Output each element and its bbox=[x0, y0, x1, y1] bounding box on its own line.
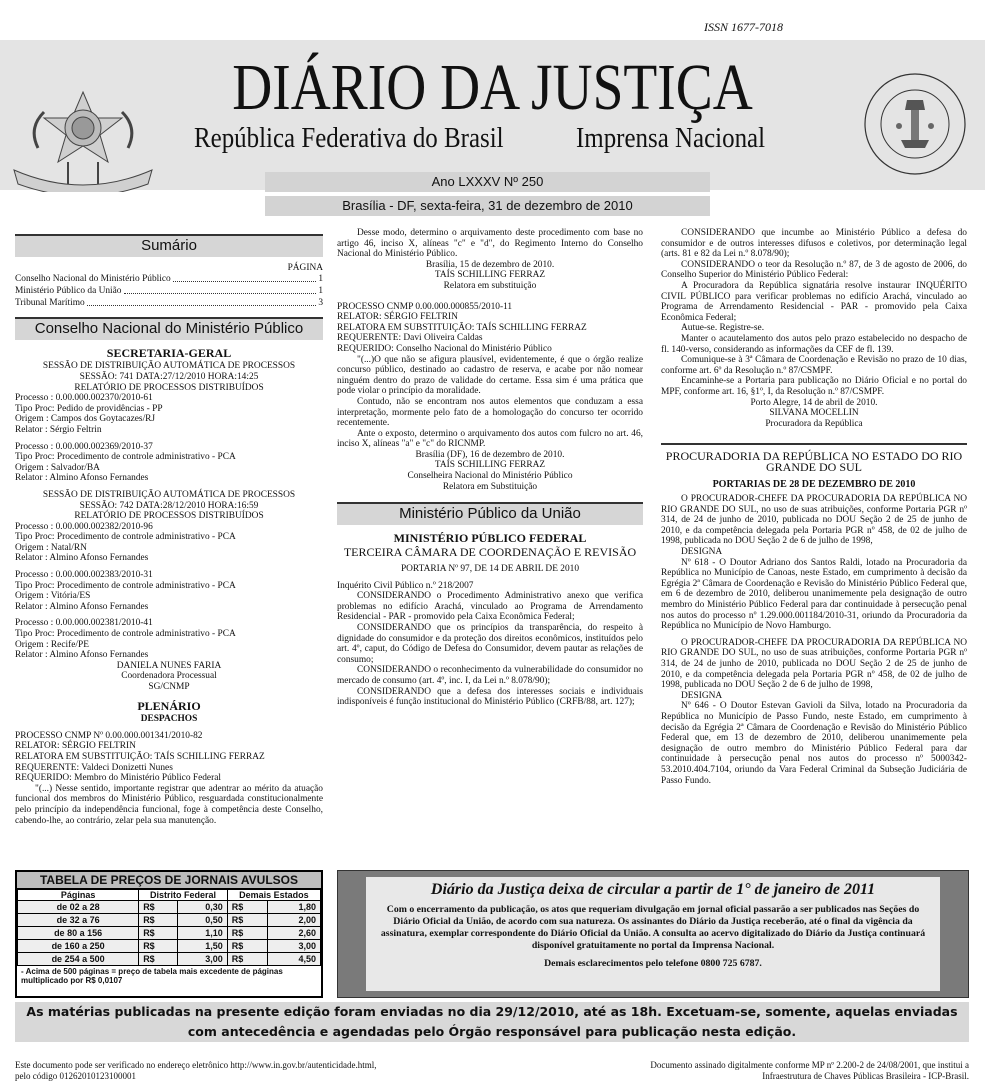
table-row: de 02 a 28 R$ 0,30 R$ 1,80 bbox=[18, 901, 321, 914]
submission-notice-bar: As matérias publicadas na presente edição foram enviadas no dia 29/12/2010, até as 18h. Excetuam-se, somente, aquelas enviadas com antecedência e agendadas pelo Órgão responsável para publicação nesta edição. bbox=[15, 1002, 969, 1042]
section-mpu-heading: Ministério Público da União bbox=[337, 502, 643, 525]
notice-phone: Demais esclarecimentos pelo telefone 0800 725 6787. bbox=[544, 958, 762, 969]
price-table bbox=[15, 870, 323, 998]
column-2: Desse modo, determino o arquivamento deste procedimento com base no artigo 46, inciso X, alíneas "c" e "d", do Regimento Interno do Conselho Nacional do Ministério Público. Brasília, 15 de dezembro de 2010. TAÍS SCHILLING FERRAZ Relatora em substituição PROCESSO CNMP 0.00.000.000855/2010-11 RELATOR: SÉRGIO FELTRIN RELATORA EM SUBSTITUIÇÃO: TAÍS SCHILLING FERRAZ REQUERENTE: Davi Oliveira Caldas REQUERIDO: Conselho Nacional do Ministério Público "(...)O que não se afigura plausível, evidentemente, é que o órgão realize concurso público, destinado ao cadastro de reserva, e acabe por não nomear ninguém dentro do prazo de validade do certame. Essa sim é uma prática que pode violar o princípio da moralidade. Contudo, não se encontram nos autos elementos que conduzam a essa interpretação, mormente pelo fato de a homologação do concurso ter ocorrido recentemente. Ante o exposto, determino o arquivamento dos autos com fulcro no art. 46, inciso X, alíneas "a" e "c" do RICNMP. Brasília (DF), 16 de dezembro de 2010. TAÍS SCHILLING FERRAZ Conselheira Nacional do Ministério Público Relatora em Substituição Ministério Público da União MINISTÉRIO PÚBLICO FEDERAL TERCEIRA CÂMARA DE COORDENAÇÃO E REVISÃO PORTARIA Nº 97, DE 14 DE ABRIL DE 2010 Inquérito Civil Público n.º 218/2007 CONSIDERANDO o Procedimento Administrativo anexo que verifica problemas no edifício Arachá, vinculado ao Programa de Arrendamento Residencial - PAR - promovido pela Caixa Econômica Federal; CONSIDERANDO que os princípios da transparência, do respeito à dignidade do consumidor e da proteção dos direitos econômicos, instituídos pelo art. 4º, caput, do Código de Defesa do Consumidor, devem pautar as relações de consumo; CONSIDERANDO o reconhecimento da vulnerabilidade do consumidor no mercado de consumo (art. 4º, inc. I, da Lei n.º 8.078/90); CONSIDERANDO que a defesa dos interesses sociais e individuais indisponíveis é função institucional do Ministério Público (CRFB/88, art. 127); bbox=[337, 228, 643, 708]
despachos-heading: DESPACHOS bbox=[140, 714, 198, 725]
table-row: de 32 a 76 R$ 0,50 R$ 2,00 bbox=[18, 914, 321, 927]
section-prrs-heading: PROCURADORIA DA REPÚBLICA NO ESTADO DO RIO GRANDE DO SUL bbox=[661, 443, 967, 472]
circulation-notice bbox=[337, 870, 969, 998]
issue-number: Ano LXXXV Nº 250 bbox=[265, 172, 710, 192]
column-3: CONSIDERANDO que incumbe ao Ministério Público a defesa do consumidor e de outros interesses difusos e coletivos, por determinação legal (arts. 81 e 82 da Lei n.º 8.078/90); CONSIDERANDO o teor da Resolução n.º 87, de 3 de agosto de 2006, do Conselho Superior do Ministério Público Federal: A Procuradora da República signatária resolve instaurar INQUÉRITO CIVIL PÚBLICO para verificar problemas no edifício Arachá, vinculado ao Programa de Arrendamento Residencial - PAR - promovido pela Caixa Econômica Federal; Autue-se. Registre-se. Manter o acautelamento dos autos pelo prazo estabelecido no despacho de fl. 140-verso, considerando as informações da CEF de fl. 139. Comunique-se à 3ª Câmara de Coordenação e Revisão no prazo de 10 dias, conforme art. 6º da Resolução n.º 87/CSMPF. Encaminhe-se a Portaria para publicação no Diário Oficial e no portal do MPF, conforme art. 16, §1º, I, da Resolução n.º 87/CSMPF. Porto Alegre, 14 de abril de 2010. SILVANA MOCELLIN Procuradora da República PROCURADORIA DA REPÚBLICA NO ESTADO DO RIO GRANDE DO SUL PORTARIAS DE 28 DE DEZEMBRO DE 2010 O PROCURADOR-CHEFE DA PROCURADORIA DA REPÚBLICA NO RIO GRANDE DO SUL, no uso de suas atribuições, conforme Portaria PGR nº 314, de 24 de junho de 2010, publicada no DOU Seção 2 de 25 de junho de 2010, e da competência delegada pela Portaria PGR nº 458, de 02 de julho de 1998, publicada no DOU Seção 2 de 6 de julho de 1998, DESIGNA Nº 618 - O Doutor Adriano dos Santos Raldi, lotado na Procuradoria da República no Município de Canoas, neste Estado, em cumprimento à decisão da Egrégia 2ª Câmara de Coordenação e Revisão do Ministério Público Federal que, em 6 de dezembro de 2010, deliberou unanimemente pela designação de outro membro do Ministério Público Federal para dar continuidade à persecução penal nos autos do processo nº 1.29.000.001184/2010-31, oriundo da Procuradoria da República no Município de Novo Hamburgo. O PROCURADOR-CHEFE DA PROCURADORIA DA REPÚBLICA NO RIO GRANDE DO SUL, no uso de suas atribuições, conforme Portaria PGR nº 314, de 24 de junho de 2010, publicada no DOU Seção 2 de 25 de junho de 2010, e da competência delegada pela Portaria PGR nº 458, de 02 de julho de 1998, publicada no DOU Seção 2 de 6 de julho de 1998, DESIGNA Nº 646 - O Doutor Estevan Gavioli da Silva, lotado na Procuradoria da República no Município de Passo Fundo, neste Estado, em cumprimento à decisão da Egrégia 2ª Câmara de Coordenação e Revisão do Ministério Público Federal que, em 13 de dezembro de 2010, deliberou unanimemente pela designação de outro membro do Ministério Público Federal para dar continuidade à persecução penal nos autos do processo nº 5000342-53.2010.404.7104, oriundo da Vara Federal Criminal da Subseção Judiciária de Passo Fundo. bbox=[661, 228, 967, 786]
sumario-page-label: PÁGINA bbox=[287, 262, 323, 273]
price-note: - Acima de 500 páginas = preço de tabela mais excedente de páginas multiplicado por R$ 0,0107 bbox=[21, 967, 283, 985]
sumario-heading: Sumário bbox=[15, 234, 323, 257]
masthead-subtitle-imprensa: Imprensa Nacional bbox=[576, 122, 766, 154]
masthead-subtitle-republic: República Federativa do Brasil bbox=[194, 122, 504, 154]
portarias-heading: PORTARIAS DE 28 DE DEZEMBRO DE 2010 bbox=[712, 479, 916, 491]
mpf-heading: MINISTÉRIO PÚBLICO FEDERAL bbox=[393, 530, 587, 545]
digital-signature-note: Documento assinado digitalmente conforme MP nº 2.200-2 de 24/08/2001, que institui a Infraestrutura de Chaves Públicas Brasileira - ICP-Brasil. bbox=[650, 1060, 969, 1081]
price-table-title: TABELA DE PREÇOS DE JORNAIS AVULSOS bbox=[17, 872, 321, 889]
notice-body: Com o encerramento da publicação, os atos que requeriam divulgação em jornal oficial passarão a ser publicados nas Seções do Diário Oficial da União, de acordo com sua natureza. Os assinantes do Diário da Justiça receberão, até o final da vigência da assinatura, exemplar correspondente do Diário Oficial da União. A consulta ao acervo digitalizado do Diário da Justiça continuará disponível gratuitamente no portal da Imprensa Nacional. bbox=[380, 904, 926, 951]
sumario-item[interactable]: Conselho Nacional do Ministério Público 1 bbox=[15, 274, 323, 285]
plenario-heading: PLENÁRIO bbox=[137, 698, 201, 713]
camara-heading: TERCEIRA CÂMARA DE COORDENAÇÃO E REVISÃO bbox=[343, 545, 637, 560]
table-row: de 80 a 156 R$ 1,10 R$ 2,60 bbox=[18, 927, 321, 940]
issue-date: Brasília - DF, sexta-feira, 31 de dezembro de 2010 bbox=[265, 196, 710, 216]
section-cnmp-heading: Conselho Nacional do Ministério Público bbox=[15, 317, 323, 340]
table-row: de 254 a 500 R$ 3,00 R$ 4,50 bbox=[18, 953, 321, 966]
table-row: de 160 a 250 R$ 1,50 R$ 3,00 bbox=[18, 940, 321, 953]
sumario-item[interactable]: Tribunal Marítimo 3 bbox=[15, 298, 323, 309]
secretaria-heading: SECRETARIA-GERAL bbox=[106, 345, 232, 360]
sumario-item[interactable]: Ministério Público da União 1 bbox=[15, 286, 323, 297]
price-grid: Páginas Distrito Federal Demais Estados de 02 a 28 R$ 0,30 R$ 1,80 de 32 a 76 R$ 0,50 R$ 2,00 de 80 a 156 R$ 1,10 R$ 2,60 de 160 a 250 R$ 1,50 R$ 3,00 de 254 a 500 R$ 3,00 R$ 4,50 bbox=[17, 889, 321, 966]
verification-note: Este documento pode ser verificado no endereço eletrônico http://www.in.gov.br/autenticidade.html, pelo código 01262010123100001 bbox=[15, 1060, 377, 1081]
masthead-title: DIÁRIO DA JUSTIÇA bbox=[232, 51, 753, 124]
column-1: Sumário PÁGINA Conselho Nacional do Ministério Público 1 Ministério Público da União 1 Tribunal Marítimo 3 Conselho Nacional do Ministério Público SECRETARIA-GERAL SESSÃO DE DISTRIBUIÇÃO AUTOMÁTICA DE PROCESSOS SESSÃO: 741 DATA:27/12/2010 HORA:14:25 RELATÓRIO DE PROCESSOS DISTRIBUÍDOS Processo : 0.00.000.002370/2010-61 Tipo Proc: Pedido de providências - PP Origem : Campos dos Goytacazes/RJ Relator : Sérgio Feltrin Processo : 0.00.000.002369/2010-37 Tipo Proc: Procedimento de controle administrativo - PCA Origem : Salvador/BA Relator : Almino Afonso Fernandes SESSÃO DE DISTRIBUIÇÃO AUTOMÁTICA DE PROCESSOS SESSÃO: 742 DATA:28/12/2010 HORA:16:59 RELATÓRIO DE PROCESSOS DISTRIBUÍDOS Processo : 0.00.000.002382/2010-96 Tipo Proc: Procedimento de controle administrativo - PCA Origem : Natal/RN Relator : Almino Afonso Fernandes Processo : 0.00.000.002383/2010-31 Tipo Proc: Procedimento de controle administrativo - PCA Origem : Vitória/ES Relator : Almino Afonso Fernandes Processo : 0.00.000.002381/2010-41 Tipo Proc: Procedimento de controle administrativo - PCA Origem : Recife/PE Relator : Almino Afonso Fernandes DANIELA NUNES FARIA Coordenadora Processual SG/CNMP PLENÁRIO DESPACHOS PROCESSO CNMP Nº 0.00.000.001341/2010-82 RELATOR: SÉRGIO FELTRIN RELATORA EM SUBSTITUIÇÃO: TAÍS SCHILLING FERRAZ REQUERENTE: Valdeci Donizetti Nunes REQUERIDO: Membro do Ministério Público Federal "(...) Nesse sentido, importante registrar que adentrar ao mérito da atuação funcional dos membros do Ministério Público, resguardada constitucionalmente pelo princípio da independência funcional, foge à competência deste Conselho, cabendo-lhe, ao contrário, zelar pela sua manutenção. bbox=[15, 230, 323, 826]
notice-title: Diário da Justiça deixa de circular a partir de 1° de janeiro de 2011 bbox=[430, 881, 876, 898]
issn: ISSN 1677-7018 bbox=[704, 20, 783, 34]
portaria-97-heading: PORTARIA Nº 97, DE 14 DE ABRIL DE 2010 bbox=[400, 564, 580, 575]
